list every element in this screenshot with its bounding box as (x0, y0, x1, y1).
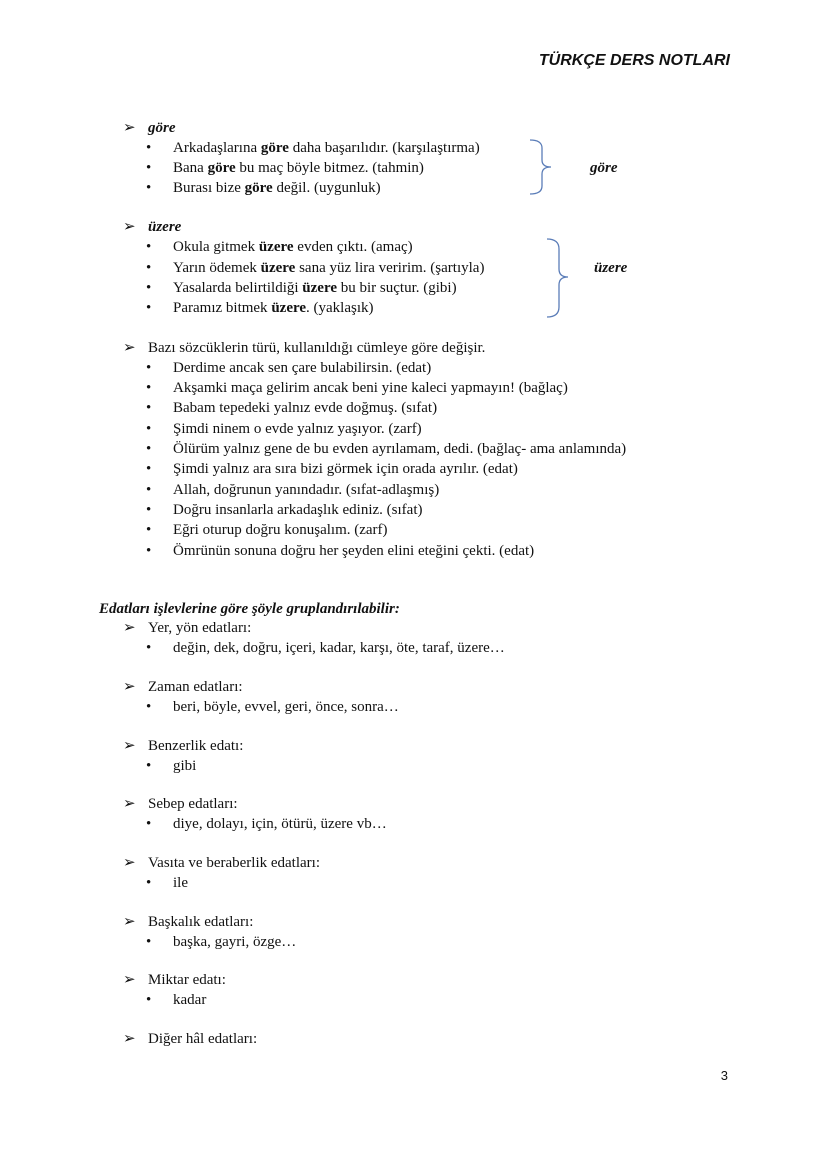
gore-brace-icon (527, 138, 557, 196)
bullet-icon: • (146, 239, 152, 255)
arrow-bullet-icon: ➢ (123, 738, 136, 754)
group-heading: Miktar edatı: (148, 972, 226, 988)
example-item: Akşamki maça gelirim ancak beni yine kaleci yapmayın! (bağlaç) (173, 380, 568, 396)
bullet-icon: • (146, 992, 152, 1008)
arrow-bullet-icon: ➢ (123, 620, 136, 636)
example-item: Allah, doğrunun yanındadır. (sıfat-adlaşmış) (173, 482, 440, 498)
arrow-bullet-icon: ➢ (123, 120, 136, 136)
gore-heading: göre (148, 120, 176, 136)
bullet-icon: • (146, 816, 152, 832)
bullet-icon: • (146, 260, 152, 276)
uzere-item-3: Yasalarda belirtildiği üzere bu bir suçtur. (gibi) (173, 280, 457, 296)
group-heading: Yer, yön edatları: (148, 620, 252, 636)
uzere-heading: üzere (148, 219, 182, 235)
bullet-icon: • (146, 300, 152, 316)
group-heading: Benzerlik edatı: (148, 738, 244, 754)
group-examples: değin, dek, doğru, içeri, kadar, karşı, öte, taraf, üzere… (173, 640, 505, 656)
group-heading: Sebep edatları: (148, 796, 238, 812)
example-item: Şimdi ninem o evde yalnız yaşıyor. (zarf) (173, 421, 422, 437)
example-item: Doğru insanlarla arkadaşlık ediniz. (sıfat) (173, 502, 423, 518)
example-item: Ölürüm yalnız gene de bu evden ayrılamam, dedi. (bağlaç- ama anlamında) (173, 441, 627, 457)
gore-item-3: Burası bize göre değil. (uygunluk) (173, 180, 381, 196)
group-heading: Başkalık edatları: (148, 914, 254, 930)
bullet-icon: • (146, 180, 152, 196)
groups-title: Edatları işlevlerine göre şöyle gruplandırılabilir: (99, 601, 400, 617)
bullet-icon: • (146, 280, 152, 296)
group-examples: gibi (173, 758, 197, 774)
arrow-bullet-icon: ➢ (123, 219, 136, 235)
bullet-icon: • (146, 758, 152, 774)
gore-item-2: Bana göre bu maç böyle bitmez. (tahmin) (173, 160, 424, 176)
uzere-item-2: Yarın ödemek üzere sana yüz lira veririm. (şartıyla) (173, 260, 485, 276)
bullet-icon: • (146, 699, 152, 715)
bullet-icon: • (146, 421, 152, 437)
arrow-bullet-icon: ➢ (123, 1031, 136, 1047)
page-number: 3 (720, 1068, 728, 1083)
arrow-bullet-icon: ➢ (123, 972, 136, 988)
uzere-brace-label: üzere (594, 260, 628, 276)
example-item: Eğri oturup doğru konuşalım. (zarf) (173, 522, 388, 538)
gore-brace-label: göre (590, 160, 618, 176)
group-examples: ile (173, 875, 188, 891)
bullet-icon: • (146, 502, 152, 518)
arrow-bullet-icon: ➢ (123, 679, 136, 695)
uzere-item-1: Okula gitmek üzere evden çıktı. (amaç) (173, 239, 413, 255)
bullet-icon: • (146, 441, 152, 457)
arrow-bullet-icon: ➢ (123, 914, 136, 930)
bullet-icon: • (146, 380, 152, 396)
arrow-bullet-icon: ➢ (123, 855, 136, 871)
bullet-icon: • (146, 140, 152, 156)
bullet-icon: • (146, 875, 152, 891)
arrow-bullet-icon: ➢ (123, 340, 136, 356)
uzere-item-4: Paramız bitmek üzere. (yaklaşık) (173, 300, 374, 316)
group-examples: beri, böyle, evvel, geri, önce, sonra… (173, 699, 399, 715)
bullet-icon: • (146, 360, 152, 376)
group-heading: Diğer hâl edatları: (148, 1031, 258, 1047)
page-header-title: TÜRKÇE DERS NOTLARI (538, 52, 730, 69)
bullet-icon: • (146, 160, 152, 176)
example-item: Ömrünün sonuna doğru her şeyden elini eteğini çekti. (edat) (173, 543, 535, 559)
example-item: Babam tepedeki yalnız evde doğmuş. (sıfat) (173, 400, 438, 416)
bullet-icon: • (146, 543, 152, 559)
example-item: Şimdi yalnız ara sıra bizi görmek için orada ayrılır. (edat) (173, 461, 518, 477)
gore-item-1: Arkadaşlarına göre daha başarılıdır. (karşılaştırma) (173, 140, 480, 156)
group-examples: başka, gayri, özge… (173, 934, 297, 950)
bullet-icon: • (146, 522, 152, 538)
bullet-icon: • (146, 640, 152, 656)
bullet-icon: • (146, 461, 152, 477)
arrow-bullet-icon: ➢ (123, 796, 136, 812)
uzere-brace-icon (544, 237, 574, 319)
group-examples: kadar (173, 992, 207, 1008)
group-heading: Zaman edatları: (148, 679, 243, 695)
group-examples: diye, dolayı, için, ötürü, üzere vb… (173, 816, 387, 832)
bullet-icon: • (146, 400, 152, 416)
bullet-icon: • (146, 482, 152, 498)
word-type-heading: Bazı sözcüklerin türü, kullanıldığı cümleye göre değişir. (148, 340, 486, 356)
example-item: Derdime ancak sen çare bulabilirsin. (edat) (173, 360, 432, 376)
group-heading: Vasıta ve beraberlik edatları: (148, 855, 321, 871)
bullet-icon: • (146, 934, 152, 950)
